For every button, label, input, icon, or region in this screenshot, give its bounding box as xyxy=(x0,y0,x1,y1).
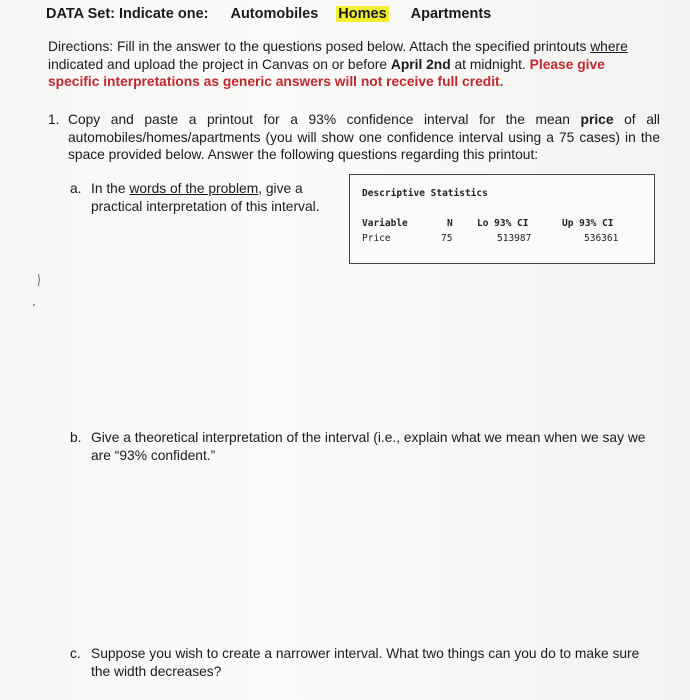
dataset-label: DATA Set: Indicate one: xyxy=(46,6,209,22)
question-1a-underlined: words of the problem xyxy=(129,181,259,196)
directions-text: Directions: Fill in the answer to the questions posed below. Attach the specified printouts xyxy=(48,39,591,54)
printout-header-variable: Variable xyxy=(362,218,408,229)
question-1a-post: , give a practical interpretation of this interval. xyxy=(91,181,320,214)
directions-where: where xyxy=(590,39,628,54)
directions-warning: Please give specific interpretations as generic answers will not receive full credit. xyxy=(48,56,605,89)
question-1a-letter: a. xyxy=(70,181,82,196)
question-1a xyxy=(70,180,340,215)
question-1c xyxy=(70,645,660,680)
printout-header-n: N xyxy=(447,218,453,229)
option-homes-highlighted: Homes xyxy=(338,6,387,22)
printout-cell-up: 536361 xyxy=(584,233,619,244)
question-1-text-2: of all automobiles/homes/apartments (you will show one confidence interval using a 75 cases) in the space provided below. Answer the following questions regarding this printout: xyxy=(68,112,660,162)
question-1 xyxy=(48,111,660,164)
pen-mark xyxy=(37,274,40,286)
question-1-bold: price xyxy=(580,112,614,127)
printout-header-lo: Lo 93% CI xyxy=(477,218,529,229)
printout-cell-lo: 513987 xyxy=(497,233,532,244)
question-1b-letter: b. xyxy=(70,430,82,445)
question-1-text-1: Copy and paste a printout for a 93% confidence interval for the mean xyxy=(68,112,581,127)
directions-date: April 2nd xyxy=(390,56,451,72)
option-apartments: Apartments xyxy=(410,6,492,22)
question-1-text xyxy=(68,111,660,164)
dot-mark xyxy=(33,304,35,306)
option-automobiles: Automobiles xyxy=(230,6,319,22)
question-1b-text: Give a theoretical interpretation of the interval (i.e., explain what we mean when we say we are “93% confident.” xyxy=(91,430,646,463)
printout-title: Descriptive Statistics xyxy=(362,188,488,199)
question-1-number: 1. xyxy=(48,112,60,127)
question-1a-pre: In the xyxy=(91,181,130,196)
directions-paragraph xyxy=(48,38,660,91)
printout-cell-n: 75 xyxy=(441,233,453,244)
dataset-selector xyxy=(46,6,491,22)
minitab-printout xyxy=(349,174,655,264)
question-1b xyxy=(70,429,660,464)
question-1c-text: Suppose you wish to create a narrower interval. What two things can you do to make sure the width decreases? xyxy=(91,646,640,679)
printout-header-up: Up 93% CI xyxy=(562,218,614,229)
printout-cell-variable: Price xyxy=(362,233,391,244)
question-1c-letter: c. xyxy=(70,646,81,661)
directions-text-3: at midnight. xyxy=(450,56,530,72)
question-1a-text xyxy=(91,180,340,215)
directions-text-2: indicated and upload the project in Canvas on or before xyxy=(48,56,391,72)
